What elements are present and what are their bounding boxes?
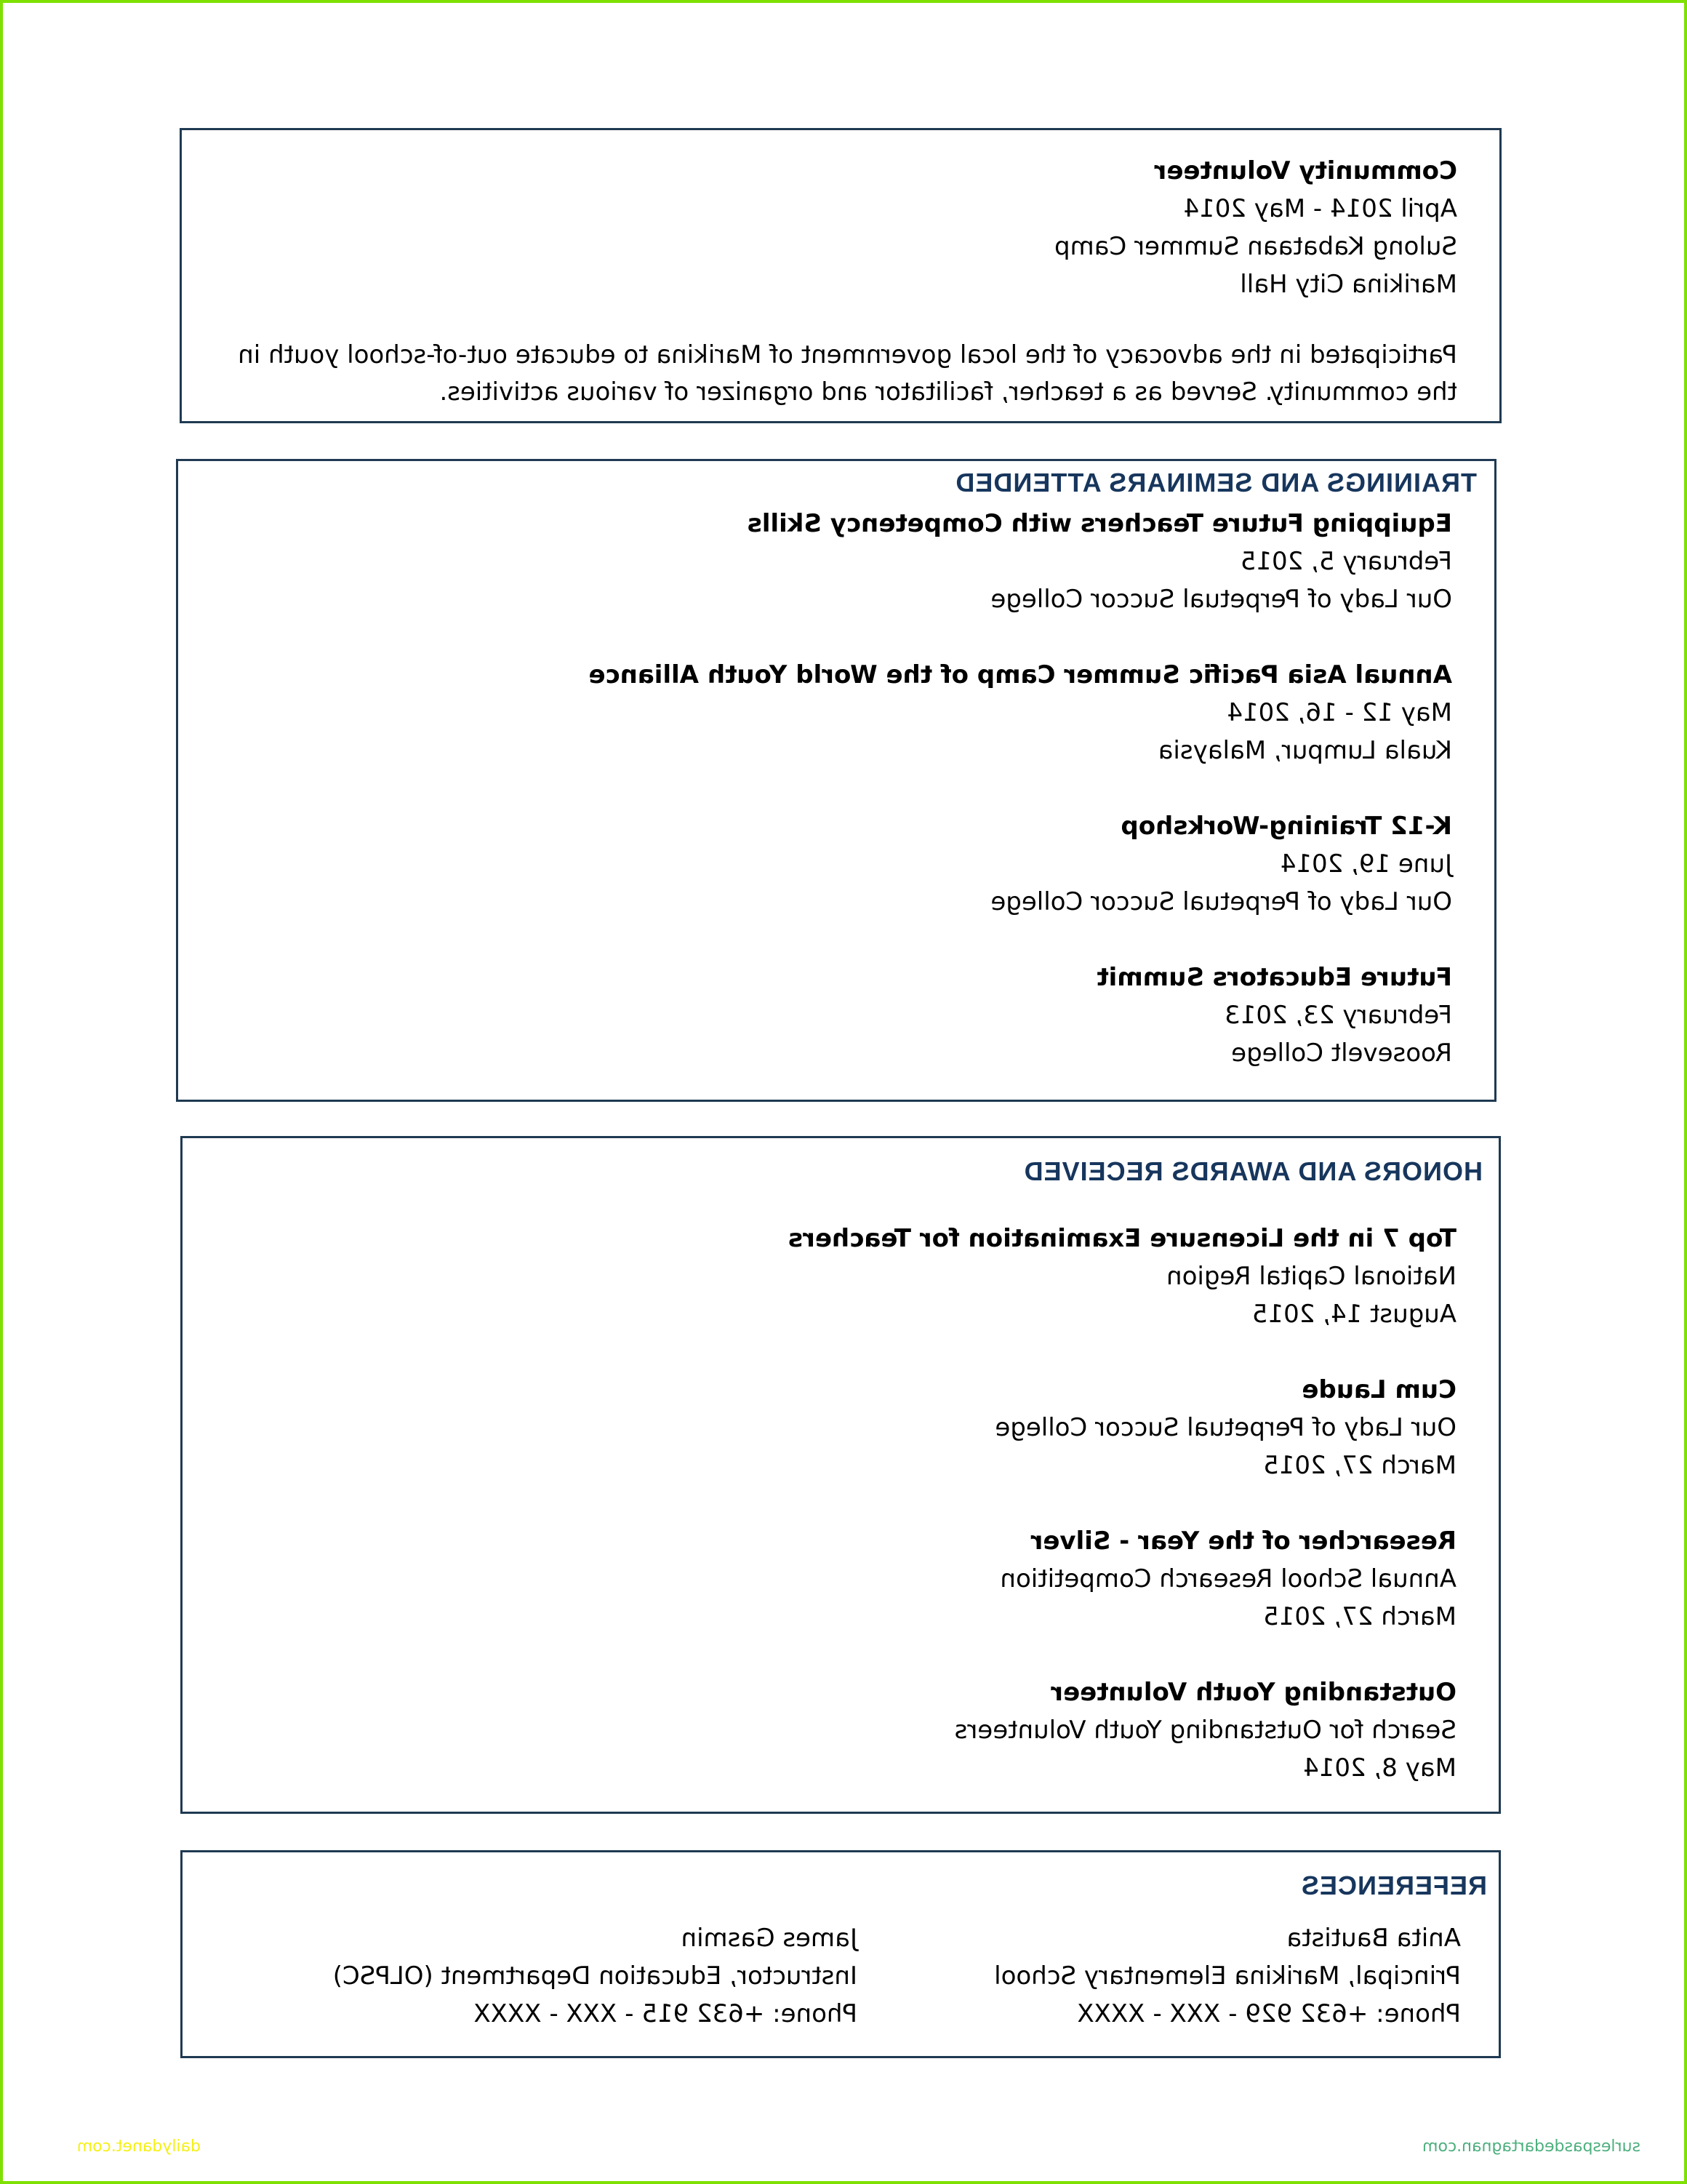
honor-date: May 8, 2014 <box>1303 1753 1456 1783</box>
watermark-dailydanet: dailydanet.com <box>76 2137 201 2156</box>
volunteer-title: Community Volunteer <box>1154 156 1457 185</box>
references-section <box>180 1850 1501 2058</box>
reference-position: Instructor, Education Department (OLPSC) <box>332 1961 857 1991</box>
volunteer-location: Marikina City Hall <box>1240 270 1457 299</box>
training-item <box>219 959 1452 1072</box>
honor-item <box>223 1220 1456 1333</box>
watermark-surlespasdedartagnan: surlespasdedartagnan.com <box>1422 2137 1640 2156</box>
honor-org: Annual School Research Competition <box>1000 1564 1456 1593</box>
training-place: Our Lady of Perpetual Succor College <box>990 887 1452 916</box>
honor-date: March 27, 2015 <box>1263 1451 1456 1480</box>
honor-item <box>223 1673 1456 1787</box>
training-place: Our Lady of Perpetual Succor College <box>990 585 1452 614</box>
reference-name: Anita Bautista <box>1286 1924 1461 1953</box>
honor-date: August 14, 2015 <box>1251 1300 1456 1329</box>
volunteer-dates: April 2014 - May 2014 <box>1183 194 1457 223</box>
reference-item <box>254 1919 857 2033</box>
honor-item <box>223 1371 1456 1484</box>
volunteer-entry <box>223 152 1457 303</box>
honors-heading: HONORS AND AWARDS RECEIVED <box>1023 1156 1483 1186</box>
volunteer-program: Sulong Kabataan Summer Camp <box>1054 232 1457 261</box>
honor-org: Search for Outstanding Youth Volunteers <box>954 1716 1456 1745</box>
honor-title: Top 7 in the Licensure Examination for Teachers <box>788 1224 1456 1253</box>
training-title: Equipping Future Teachers with Competency Skills <box>747 509 1452 538</box>
trainings-section <box>176 459 1496 1102</box>
volunteer-description: Participated in the advocacy of the local government of Marikina to educate out-of-school youth in the community. Served as a teacher, facilitator and organizer of various activities. <box>238 340 1457 407</box>
training-date: May 12 - 16, 2014 <box>1227 698 1452 727</box>
honor-org: Our Lady of Perpetual Succor College <box>995 1413 1456 1442</box>
training-date: February 23, 2013 <box>1225 1001 1452 1030</box>
training-title: K-12 Training-Workshop <box>1121 812 1452 841</box>
volunteer-section <box>180 128 1502 423</box>
training-date: February 5, 2015 <box>1240 547 1452 576</box>
honor-title: Outstanding Youth Volunteer <box>1051 1678 1456 1707</box>
honor-title: Researcher of the Year - Silver <box>1030 1527 1456 1556</box>
reference-item <box>857 1919 1461 2033</box>
honor-title: Cum Laude <box>1302 1375 1456 1404</box>
training-place: Roosevelt College <box>1231 1039 1452 1068</box>
honor-org: National Capital Region <box>1166 1262 1456 1291</box>
reference-position: Principal, Marikina Elementary School <box>994 1961 1461 1991</box>
training-item <box>219 656 1452 769</box>
training-date: June 19, 2014 <box>1280 849 1452 879</box>
reference-phone: Phone: +632 915 - XXX - XXXX <box>473 1999 857 2028</box>
training-item <box>219 807 1452 921</box>
references-heading: REFERENCES <box>1300 1871 1487 1900</box>
training-place: Kuala Lumpur, Malaysia <box>1158 736 1452 765</box>
training-title: Future Educators Summit <box>1097 963 1452 992</box>
training-title: Annual Asia Pacific Summer Camp of the World Youth Alliance <box>588 660 1452 689</box>
reference-phone: Phone: +632 929 - XXX - XXXX <box>1077 1999 1461 2028</box>
honor-item <box>223 1522 1456 1636</box>
honors-section <box>180 1136 1501 1814</box>
honor-date: March 27, 2015 <box>1263 1602 1456 1631</box>
trainings-heading: TRAININGS AND SEMINARS ATTENDED <box>955 468 1477 497</box>
training-item <box>219 505 1452 618</box>
reference-name: James Gasmin <box>681 1924 857 1953</box>
